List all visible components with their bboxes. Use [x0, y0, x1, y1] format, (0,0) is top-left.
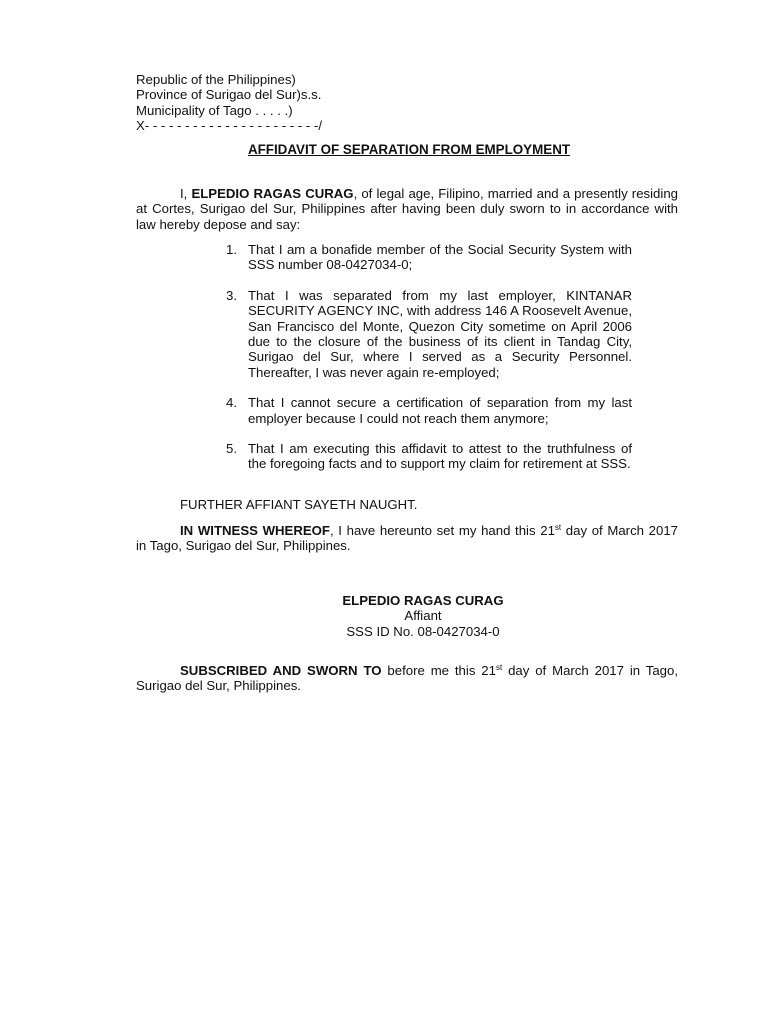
list-item — [220, 441, 632, 472]
jurat-text-2: day of March 2017 in Tago, Surigao del Sur, Philippines. — [136, 663, 678, 694]
document-title — [0, 142, 768, 157]
affiant-signature-block — [0, 593, 768, 639]
list-item — [220, 288, 632, 380]
witness-text-2: day of March 2017 in Tago, Surigao del Sur, Philippines. — [136, 523, 678, 554]
item-number: 4. — [226, 395, 237, 411]
jurat-lead: SUBSCRIBED AND SWORN TO — [180, 663, 382, 678]
venue-header — [136, 72, 322, 134]
intro-prefix: I, — [180, 186, 188, 201]
jurat-ordinal-suffix: st — [495, 663, 503, 672]
intro-paragraph — [136, 186, 678, 232]
venue-line-republic: Republic of the Philippines) — [136, 72, 296, 87]
list-item — [220, 395, 632, 426]
item-text: That I am a bonafide member of the Social Security System with SSS number 08-0427034-0; — [248, 242, 632, 273]
affiant-role: Affiant — [404, 608, 442, 624]
venue-line-municipality: Municipality of Tago . . . . .) — [136, 102, 293, 118]
affiant-name — [0, 593, 768, 608]
item-number: 5. — [226, 441, 237, 457]
affiant-name-text: ELPEDIO RAGAS CURAG — [342, 593, 504, 608]
item-text: That I cannot secure a certification of separation from my last employer because I could not reach them anymore; — [248, 395, 632, 426]
venue-line-separator: X- - - - - - - - - - - - - - - - - - - - - -/ — [136, 118, 323, 134]
list-item — [220, 242, 632, 273]
intro-text: , of legal age, Filipino, married and a presently residing at Cortes, Surigao del Sur, Philippines after having been duly sworn to in accordance with law hereby depose and say: — [136, 186, 678, 232]
affiant-name-inline: ELPEDIO RAGAS CURAG — [191, 186, 354, 201]
numbered-statements — [220, 242, 632, 487]
venue-line-province: Province of Surigao del Sur)s.s. — [136, 87, 322, 103]
document-title-text: AFFIDAVIT OF SEPARATION FROM EMPLOYMENT — [247, 142, 571, 157]
further-affiant-line: FURTHER AFFIANT SAYETH NAUGHT. — [180, 497, 418, 512]
item-text: That I was separated from my last employer, KINTANAR SECURITY AGENCY INC, with address 146 A Roosevelt Avenue, San Francisco del Monte, Quezon City sometime on April 2006 due to the closure of the business of its client in Tandag City, Surigao del Sur, where I served as a Security Personnel. Thereafter, I was never again re-employed; — [248, 287, 632, 380]
item-text: That I am executing this affidavit to attest to the truthfulness of the foregoing facts and to support my claim for retirement at SSS. — [248, 441, 632, 472]
item-number: 3. — [226, 287, 237, 303]
item-number: 1. — [226, 242, 237, 257]
witness-paragraph — [136, 523, 678, 554]
witness-ordinal-suffix: st — [554, 523, 562, 532]
witness-lead: IN WITNESS WHEREOF — [180, 523, 330, 538]
affiant-sss-id: SSS ID No. 08-0427034-0 — [346, 623, 500, 639]
witness-text-1: , I have hereunto set my hand this 21 — [329, 523, 555, 538]
jurat-text-1: before me this 21 — [381, 663, 496, 678]
jurat-paragraph — [136, 663, 678, 694]
